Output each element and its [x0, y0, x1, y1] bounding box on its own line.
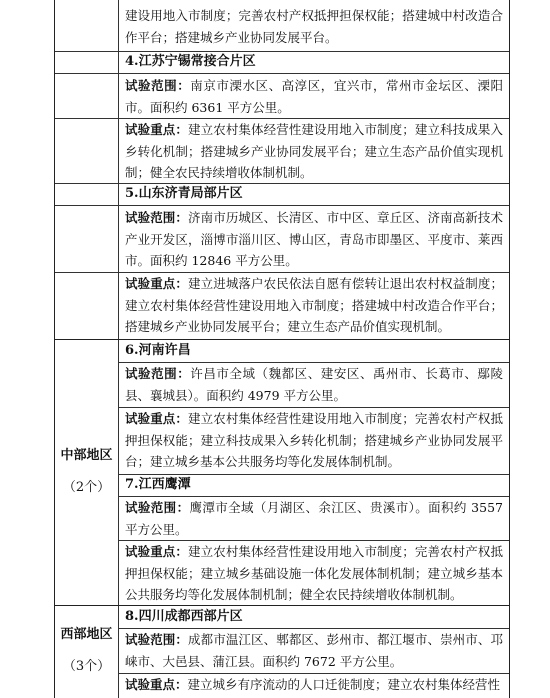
- region-central: [55, 447, 118, 497]
- pilot-zone-table: [54, 0, 510, 698]
- region-name: 西部地区: [60, 627, 113, 642]
- zone-title-jiangsu: 4.江苏宁锡常接合片区: [125, 54, 256, 69]
- prev-row-continuation: 建设用地入市制度；完善农村产权抵押担保权能；搭建城中村改造合作平台；搭建城乡产业协同发展平台。: [125, 8, 503, 45]
- focus-text: 建立农村集体经营性建设用地入市制度；完善农村产权抵押担保权能；建立城乡基础设施一体化发展体制机制；建立城乡基本公共服务均等化发展体制机制；健全农民持续增收体制机制。: [125, 544, 503, 603]
- zone-scope-shandong: [125, 207, 503, 272]
- focus-label: 试验重点：: [125, 677, 188, 692]
- zone-title-henan: 6.河南许昌: [125, 343, 191, 358]
- focus-text: 建立农村集体经营性建设用地入市制度；完善农村产权抵押担保权能；建立科技成果入乡转化机制；搭建城乡产业协同发展平台；建立城乡基本公共服务均等化发展体制机制。: [125, 411, 503, 470]
- zone-scope-sichuan: [125, 629, 503, 672]
- focus-text: 建立城乡有序流动的人口迁徙制度；建立农村集体经营性: [187, 677, 501, 692]
- focus-text: 建立农村集体经营性建设用地入市制度；建立科技成果入乡转化机制；搭建城乡产业协同发展平台；建立生态产品价值实现机制；健全农民持续增收体制机制。: [125, 122, 503, 181]
- scope-label: 试验范围：: [125, 366, 191, 381]
- focus-label: 试验重点：: [125, 544, 189, 559]
- zone-title-sichuan: 8.四川成都西部片区: [125, 609, 243, 624]
- scope-label: 试验范围：: [125, 78, 191, 93]
- scope-label: 试验范围：: [125, 500, 190, 515]
- region-count: （3个）: [62, 659, 111, 674]
- scope-label: 试验范围：: [125, 210, 189, 225]
- zone-title-jiangxi: 7.江西鹰潭: [125, 477, 191, 492]
- zone-focus-jiangsu: [125, 119, 503, 184]
- scope-text: 济南市历城区、长清区、市中区、章丘区、济南高新技术产业开发区，淄博市淄川区、博山区，青岛市即墨区、平度市、莱西市。面积约 12846 平方公里。: [125, 210, 503, 269]
- row-divider: [55, 73, 509, 74]
- zone-scope-jiangxi: [125, 497, 503, 540]
- focus-label: 试验重点：: [125, 411, 189, 426]
- focus-label: 试验重点：: [125, 122, 189, 137]
- region-western: [55, 626, 118, 676]
- scope-text: 鹰潭市全域（月湖区、余江区、贵溪市）。面积约 3557 平方公里。: [125, 500, 503, 537]
- zone-focus-shandong: [125, 273, 503, 338]
- scope-text: 成都市温江区、郫都区、彭州市、都江堰市、崇州市、邛崃市、大邑县、蒲江县。面积约 7672 平方公里。: [125, 632, 503, 669]
- focus-label: 试验重点：: [125, 276, 189, 291]
- scope-text: 许昌市全域（魏都区、建安区、禹州市、长葛市、鄢陵县、襄城县）。面积约 4979 平方公里。: [125, 366, 503, 403]
- focus-text: 建立进城落户农民依法自愿有偿转让退出农村权益制度；建立农村集体经营性建设用地入市制度；搭建城中村改造合作平台；搭建城乡产业协同发展平台；建立生态产品价值实现机制。: [125, 276, 503, 335]
- scope-text: 南京市溧水区、高淳区，宜兴市，常州市金坛区、溧阳市。面积约 6361 平方公里。: [125, 78, 503, 115]
- row-divider: [55, 205, 509, 206]
- scope-label: 试验范围：: [125, 632, 189, 647]
- zone-title-shandong: 5.山东济青局部片区: [125, 186, 243, 201]
- zone-scope-jiangsu: [125, 75, 503, 118]
- zone-focus-jiangxi: [125, 541, 503, 606]
- region-count: （2个）: [62, 480, 111, 495]
- zone-focus-henan: [125, 408, 503, 473]
- zone-scope-henan: [125, 363, 503, 406]
- zone-focus-sichuan: [125, 674, 503, 696]
- column-divider: [118, 0, 119, 698]
- region-name: 中部地区: [60, 448, 113, 463]
